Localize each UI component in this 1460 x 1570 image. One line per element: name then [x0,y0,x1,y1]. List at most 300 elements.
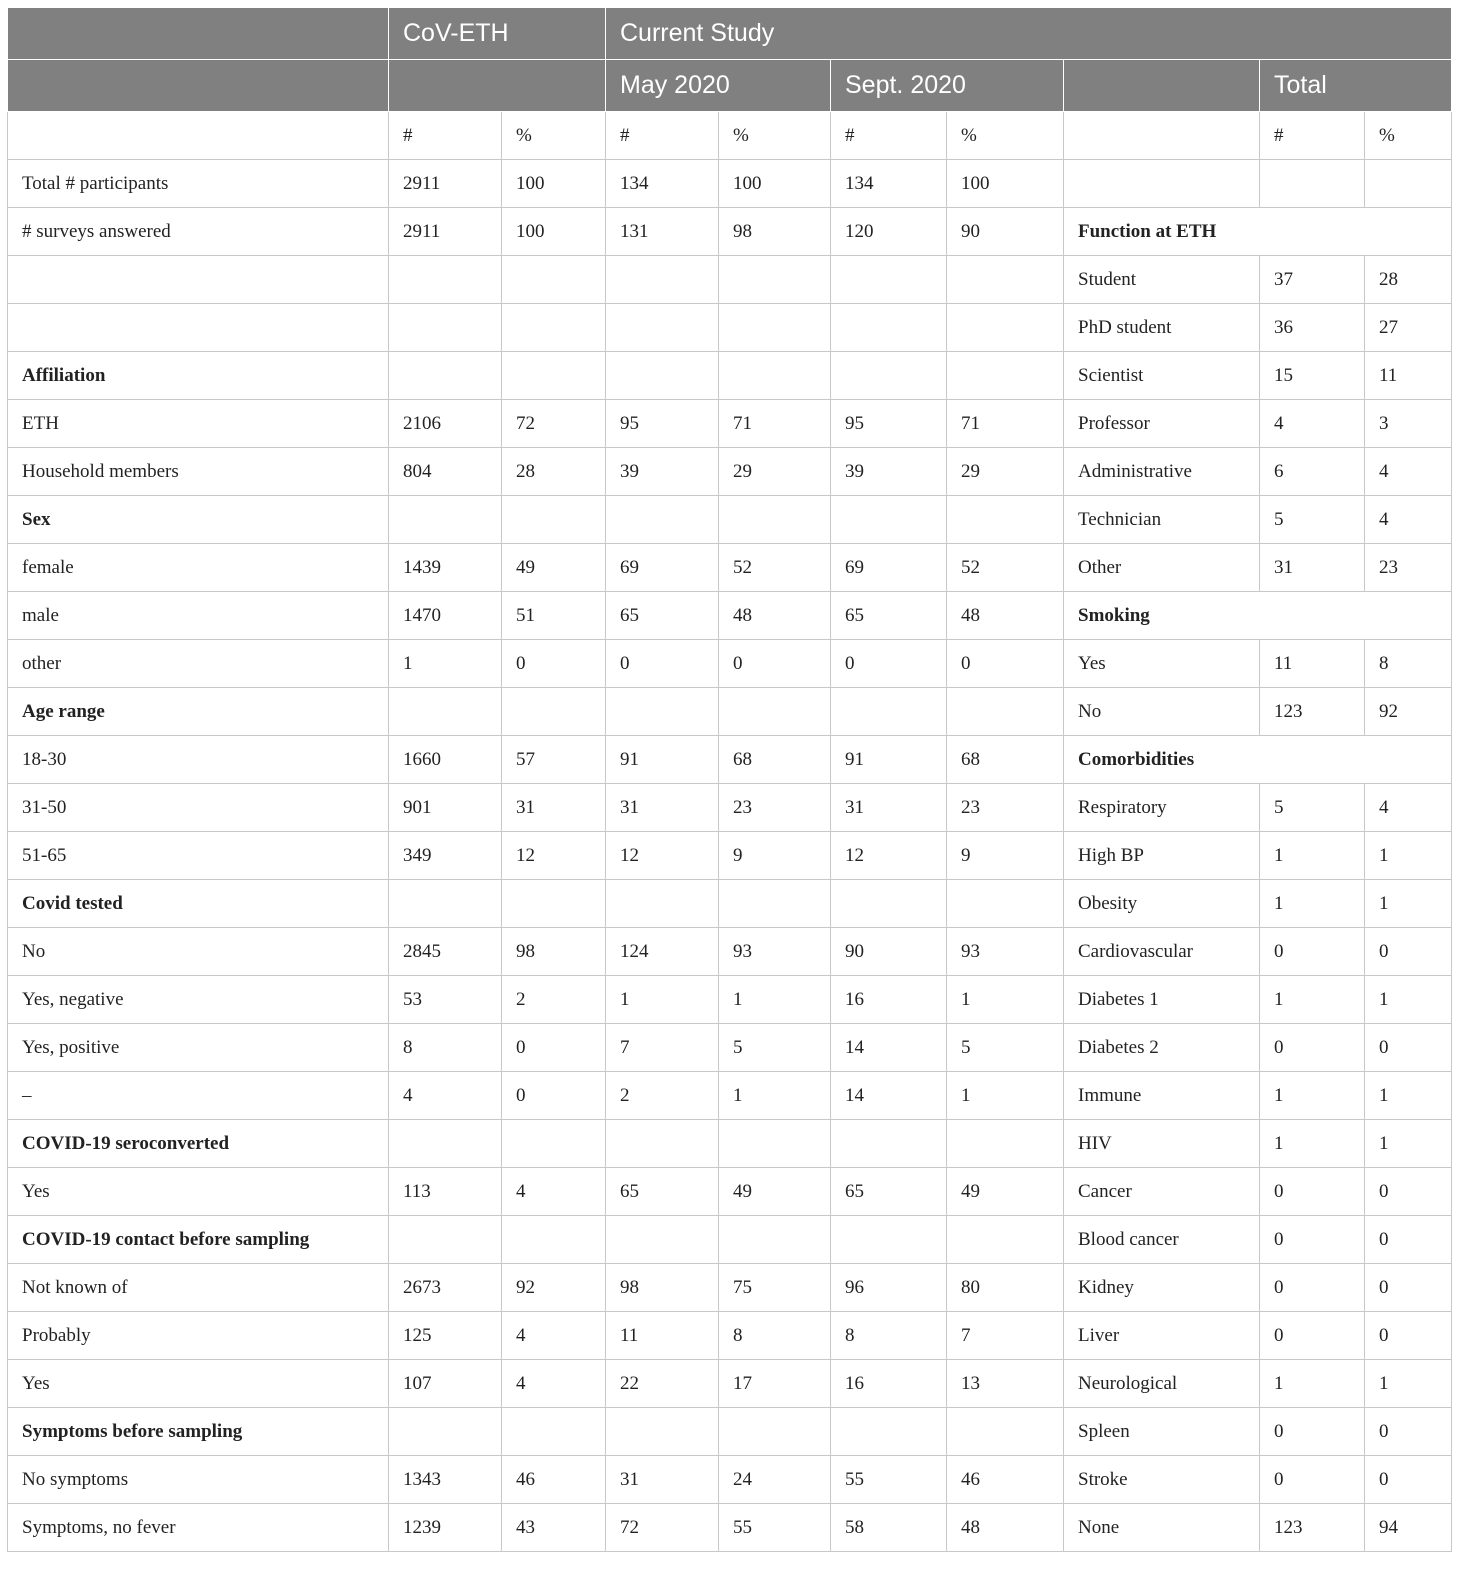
value-cell: 43 [502,1504,606,1552]
subheader-row [8,112,1452,160]
right-row-label: Cardiovascular [1064,928,1260,976]
value-cell: 51 [502,592,606,640]
value-cell [389,1120,502,1168]
row-label: # surveys answered [8,208,389,256]
value-cell: 39 [831,448,947,496]
row-label: 31-50 [8,784,389,832]
value-cell [831,880,947,928]
value-cell: 65 [606,592,719,640]
right-value-cell: 94 [1365,1504,1452,1552]
value-cell [389,1408,502,1456]
right-value-cell: 23 [1365,544,1452,592]
row-label: Not known of [8,1264,389,1312]
value-cell: 14 [831,1072,947,1120]
value-cell: 55 [719,1504,831,1552]
subheader-cell [1064,112,1260,160]
right-value-cell: 0 [1260,1264,1365,1312]
table-row [8,640,1452,688]
right-value-cell: 0 [1260,1456,1365,1504]
row-label [8,304,389,352]
value-cell: 52 [719,544,831,592]
value-cell: 0 [502,1072,606,1120]
right-row-label: Respiratory [1064,784,1260,832]
value-cell [831,304,947,352]
value-cell [606,352,719,400]
value-cell [606,304,719,352]
right-value-cell: 123 [1260,688,1365,736]
value-cell: 95 [831,400,947,448]
right-value-cell: 92 [1365,688,1452,736]
right-value-cell: 28 [1365,256,1452,304]
header-may-2020: May 2020 [606,60,831,112]
table-row [8,832,1452,880]
right-value-cell: 0 [1260,1024,1365,1072]
table-row [8,1264,1452,1312]
right-value-cell: 1 [1365,880,1452,928]
value-cell: 5 [947,1024,1064,1072]
right-value-cell: 1 [1365,976,1452,1024]
right-row-label: Kidney [1064,1264,1260,1312]
right-value-cell: 8 [1365,640,1452,688]
table-row [8,1168,1452,1216]
subheader-cell: % [719,112,831,160]
right-value-cell: 4 [1260,400,1365,448]
right-section-label: Smoking [1064,592,1452,640]
value-cell [719,256,831,304]
value-cell [719,688,831,736]
value-cell: 65 [606,1168,719,1216]
table-row [8,160,1452,208]
value-cell: 134 [831,160,947,208]
right-value-cell: 0 [1365,1024,1452,1072]
value-cell: 100 [502,160,606,208]
value-cell [389,880,502,928]
row-label: Symptoms before sampling [8,1408,389,1456]
value-cell: 1470 [389,592,502,640]
table-row [8,736,1452,784]
value-cell: 75 [719,1264,831,1312]
value-cell: 68 [947,736,1064,784]
right-row-label: Diabetes 2 [1064,1024,1260,1072]
value-cell [719,1216,831,1264]
value-cell [606,1120,719,1168]
value-cell: 0 [502,640,606,688]
value-cell: 0 [947,640,1064,688]
value-cell [389,256,502,304]
value-cell: 4 [502,1312,606,1360]
value-cell: 69 [606,544,719,592]
right-row-label: Obesity [1064,880,1260,928]
value-cell: 53 [389,976,502,1024]
row-label: Yes [8,1360,389,1408]
right-value-cell: 0 [1260,928,1365,976]
table-row [8,1312,1452,1360]
row-label: No symptoms [8,1456,389,1504]
value-cell [947,496,1064,544]
right-value-cell [1365,160,1452,208]
header-cov-eth: CoV-ETH [389,8,606,60]
value-cell [389,304,502,352]
value-cell: 31 [502,784,606,832]
table-row [8,352,1452,400]
table-body [8,8,1452,1552]
table-row [8,976,1452,1024]
value-cell: 1439 [389,544,502,592]
value-cell [502,688,606,736]
value-cell: 49 [502,544,606,592]
right-value-cell: 1 [1365,1072,1452,1120]
value-cell: 349 [389,832,502,880]
subheader-cell: % [1365,112,1452,160]
value-cell [831,256,947,304]
value-cell: 9 [947,832,1064,880]
row-label: Total # participants [8,160,389,208]
value-cell [947,688,1064,736]
value-cell [389,352,502,400]
value-cell: 90 [831,928,947,976]
right-value-cell: 0 [1260,1312,1365,1360]
table-row [8,496,1452,544]
table-row [8,304,1452,352]
value-cell: 100 [502,208,606,256]
value-cell: 92 [502,1264,606,1312]
value-cell: 23 [947,784,1064,832]
value-cell [947,256,1064,304]
value-cell: 46 [502,1456,606,1504]
value-cell [502,304,606,352]
table-row [8,208,1452,256]
row-label: Affiliation [8,352,389,400]
value-cell: 0 [831,640,947,688]
value-cell: 1660 [389,736,502,784]
row-label: ETH [8,400,389,448]
right-value-cell: 0 [1365,928,1452,976]
value-cell [719,880,831,928]
value-cell: 7 [947,1312,1064,1360]
right-value-cell: 0 [1365,1264,1452,1312]
value-cell: 9 [719,832,831,880]
value-cell: 95 [606,400,719,448]
header-sept-2020: Sept. 2020 [831,60,1064,112]
value-cell: 48 [719,592,831,640]
value-cell: 8 [719,1312,831,1360]
right-row-label: Diabetes 1 [1064,976,1260,1024]
row-label: male [8,592,389,640]
value-cell: 17 [719,1360,831,1408]
header-current-study: Current Study [606,8,1452,60]
value-cell: 4 [502,1360,606,1408]
right-row-label [1064,160,1260,208]
right-value-cell: 6 [1260,448,1365,496]
right-value-cell: 0 [1260,1216,1365,1264]
right-row-label: Immune [1064,1072,1260,1120]
value-cell [606,256,719,304]
table-row [8,544,1452,592]
row-label: No [8,928,389,976]
row-label: Yes, positive [8,1024,389,1072]
value-cell: 11 [606,1312,719,1360]
value-cell: 100 [719,160,831,208]
row-label: Household members [8,448,389,496]
value-cell: 98 [502,928,606,976]
value-cell: 2911 [389,160,502,208]
row-label: other [8,640,389,688]
value-cell: 93 [947,928,1064,976]
value-cell [831,1120,947,1168]
right-value-cell: 1 [1260,832,1365,880]
right-value-cell: 1 [1260,976,1365,1024]
value-cell: 12 [606,832,719,880]
right-value-cell: 4 [1365,496,1452,544]
value-cell: 16 [831,1360,947,1408]
right-value-cell: 1 [1260,1072,1365,1120]
value-cell: 4 [389,1072,502,1120]
value-cell: 90 [947,208,1064,256]
value-cell [947,304,1064,352]
value-cell [606,1408,719,1456]
value-cell: 1 [389,640,502,688]
right-row-label: No [1064,688,1260,736]
right-row-label: Spleen [1064,1408,1260,1456]
value-cell [502,496,606,544]
value-cell [947,1216,1064,1264]
value-cell: 31 [831,784,947,832]
participant-characteristics-table [7,7,1452,1552]
value-cell: 1 [719,976,831,1024]
right-row-label: Stroke [1064,1456,1260,1504]
value-cell: 2845 [389,928,502,976]
right-value-cell: 31 [1260,544,1365,592]
header-empty-cell [1064,60,1260,112]
right-value-cell: 4 [1365,448,1452,496]
value-cell: 124 [606,928,719,976]
value-cell [947,880,1064,928]
value-cell: 72 [606,1504,719,1552]
value-cell: 72 [502,400,606,448]
value-cell: 91 [606,736,719,784]
value-cell: 93 [719,928,831,976]
value-cell [719,352,831,400]
right-value-cell: 1 [1260,880,1365,928]
right-row-label: None [1064,1504,1260,1552]
right-row-label: Student [1064,256,1260,304]
right-value-cell: 36 [1260,304,1365,352]
row-label: Yes, negative [8,976,389,1024]
right-value-cell: 27 [1365,304,1452,352]
row-label: Age range [8,688,389,736]
value-cell: 23 [719,784,831,832]
table-row [8,256,1452,304]
right-value-cell: 5 [1260,784,1365,832]
value-cell: 96 [831,1264,947,1312]
right-value-cell: 0 [1260,1408,1365,1456]
table-row [8,592,1452,640]
value-cell [831,1408,947,1456]
table-row [8,880,1452,928]
value-cell [502,256,606,304]
value-cell: 0 [606,640,719,688]
header-empty-cell [8,8,389,60]
right-value-cell: 0 [1365,1216,1452,1264]
value-cell: 65 [831,1168,947,1216]
right-value-cell: 123 [1260,1504,1365,1552]
value-cell: 29 [947,448,1064,496]
right-row-label: High BP [1064,832,1260,880]
value-cell: 58 [831,1504,947,1552]
row-label: Yes [8,1168,389,1216]
right-value-cell: 4 [1365,784,1452,832]
value-cell: 49 [947,1168,1064,1216]
subheader-cell: % [947,112,1064,160]
row-label: COVID-19 seroconverted [8,1120,389,1168]
subheader-cell [8,112,389,160]
subheader-cell: # [831,112,947,160]
right-value-cell: 3 [1365,400,1452,448]
row-label: COVID-19 contact before sampling [8,1216,389,1264]
right-row-label: Liver [1064,1312,1260,1360]
right-value-cell: 1 [1365,1120,1452,1168]
table-row [8,1024,1452,1072]
value-cell: 131 [606,208,719,256]
table-row [8,1072,1452,1120]
header-row-1 [8,8,1452,60]
value-cell: 57 [502,736,606,784]
value-cell [502,1120,606,1168]
table-row [8,928,1452,976]
value-cell [831,1216,947,1264]
value-cell [502,1408,606,1456]
value-cell: 113 [389,1168,502,1216]
right-value-cell: 1 [1260,1360,1365,1408]
right-row-label: Cancer [1064,1168,1260,1216]
right-value-cell: 15 [1260,352,1365,400]
right-value-cell [1260,160,1365,208]
value-cell: 16 [831,976,947,1024]
value-cell [831,352,947,400]
value-cell: 29 [719,448,831,496]
value-cell: 71 [947,400,1064,448]
right-value-cell: 0 [1260,1168,1365,1216]
value-cell [606,496,719,544]
subheader-cell: % [502,112,606,160]
value-cell: 2 [502,976,606,1024]
value-cell [389,1216,502,1264]
value-cell: 80 [947,1264,1064,1312]
row-label: Sex [8,496,389,544]
value-cell: 2 [606,1072,719,1120]
value-cell: 49 [719,1168,831,1216]
right-row-label: Scientist [1064,352,1260,400]
header-row-2 [8,60,1452,112]
value-cell: 65 [831,592,947,640]
value-cell: 22 [606,1360,719,1408]
value-cell [606,688,719,736]
value-cell: 901 [389,784,502,832]
table-row [8,784,1452,832]
row-label: 18-30 [8,736,389,784]
header-total: Total [1260,60,1452,112]
table-row [8,1504,1452,1552]
value-cell: 39 [606,448,719,496]
table-row [8,1120,1452,1168]
value-cell: 7 [606,1024,719,1072]
value-cell: 48 [947,1504,1064,1552]
subheader-cell: # [1260,112,1365,160]
value-cell: 31 [606,1456,719,1504]
right-row-label: Technician [1064,496,1260,544]
right-value-cell: 1 [1365,832,1452,880]
value-cell [606,880,719,928]
value-cell: 134 [606,160,719,208]
right-value-cell: 0 [1365,1408,1452,1456]
value-cell [719,1120,831,1168]
value-cell [947,1408,1064,1456]
value-cell [831,496,947,544]
value-cell: 5 [719,1024,831,1072]
right-value-cell: 11 [1260,640,1365,688]
right-value-cell: 0 [1365,1312,1452,1360]
value-cell: 1 [719,1072,831,1120]
table-row [8,1360,1452,1408]
table-row [8,688,1452,736]
right-value-cell: 5 [1260,496,1365,544]
value-cell: 100 [947,160,1064,208]
row-label: Covid tested [8,880,389,928]
right-section-label: Function at ETH [1064,208,1452,256]
row-label: – [8,1072,389,1120]
value-cell [947,352,1064,400]
value-cell: 8 [389,1024,502,1072]
value-cell: 8 [831,1312,947,1360]
value-cell: 125 [389,1312,502,1360]
right-value-cell: 0 [1365,1456,1452,1504]
value-cell: 52 [947,544,1064,592]
subheader-cell: # [389,112,502,160]
table-row [8,1456,1452,1504]
value-cell: 1239 [389,1504,502,1552]
row-label: Symptoms, no fever [8,1504,389,1552]
value-cell: 2106 [389,400,502,448]
table-row [8,448,1452,496]
right-row-label: Yes [1064,640,1260,688]
table-row [8,1216,1452,1264]
row-label [8,256,389,304]
value-cell: 0 [719,640,831,688]
value-cell: 28 [502,448,606,496]
value-cell: 69 [831,544,947,592]
value-cell [502,880,606,928]
value-cell: 71 [719,400,831,448]
value-cell: 1343 [389,1456,502,1504]
row-label: Probably [8,1312,389,1360]
right-value-cell: 11 [1365,352,1452,400]
right-row-label: PhD student [1064,304,1260,352]
value-cell: 107 [389,1360,502,1408]
right-row-label: Professor [1064,400,1260,448]
value-cell [947,1120,1064,1168]
value-cell [502,1216,606,1264]
value-cell: 120 [831,208,947,256]
value-cell: 12 [502,832,606,880]
value-cell: 1 [606,976,719,1024]
value-cell [719,1408,831,1456]
right-section-label: Comorbidities [1064,736,1452,784]
value-cell: 91 [831,736,947,784]
value-cell: 46 [947,1456,1064,1504]
right-row-label: Administrative [1064,448,1260,496]
right-value-cell: 37 [1260,256,1365,304]
right-value-cell: 1 [1365,1360,1452,1408]
